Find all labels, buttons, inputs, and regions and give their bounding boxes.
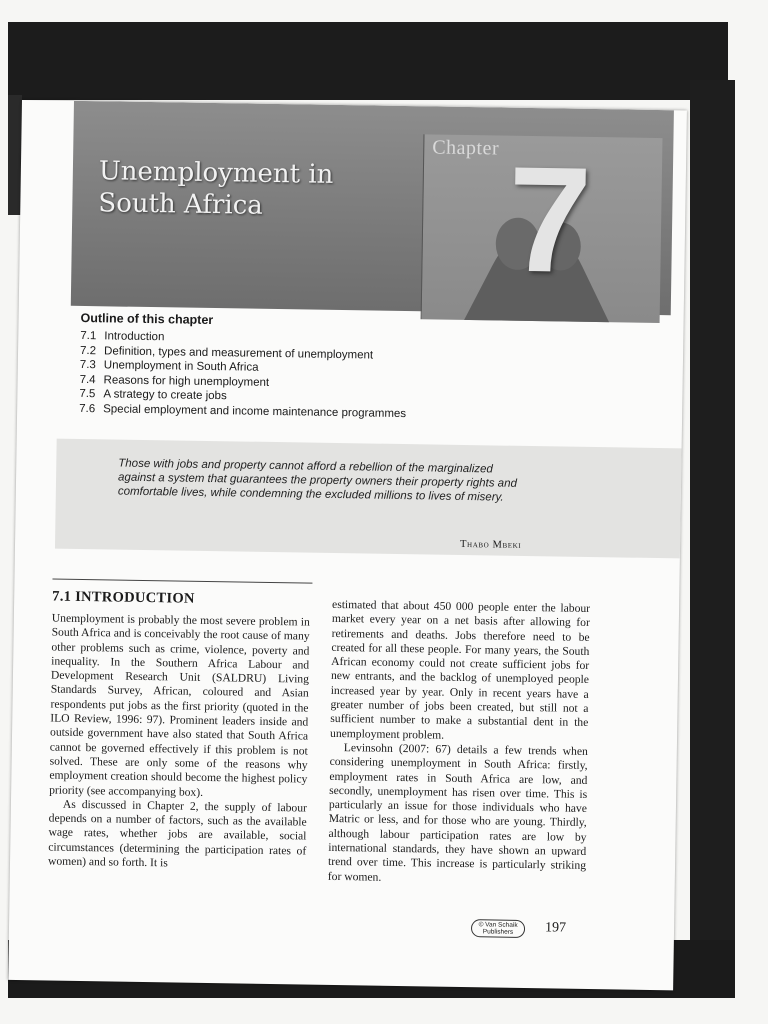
book-page	[8, 100, 687, 990]
section-heading: 7.1 INTRODUCTION	[52, 588, 195, 607]
page-number: 197	[544, 920, 567, 936]
outline-item: 7.5 A strategy to create jobs	[79, 387, 227, 403]
outline-item: 7.4 Reasons for high unemployment	[79, 373, 270, 389]
paragraph: As discussed in Chapter 2, the supply of labour depends on a number of factors, such as the available wage rates, whether jobs are available, social circumstances (determining the participation rates of women) and so forth. It is	[47, 797, 308, 870]
chapter-title-line2: South Africa	[98, 188, 264, 221]
chapter-outline	[79, 311, 601, 424]
epigraph-author: Thabo Mbeki	[459, 538, 522, 551]
text-column-right	[328, 598, 590, 888]
paragraph: Levinsohn (2007: 67) details a few trends when considering unemployment in South Africa: firstly, employment rates in South Africa are low, and secondly, unemployment has risen over time. This is particularly an issue for those individuals who have Matric or less, and for those who are young. Thirdly, although labour participation rates are low by international standards, they have shown an upward trend over time. This increase is particularly striking for women.	[327, 741, 588, 884]
publisher-logo: © Van Schaik Publishers	[471, 919, 525, 938]
paragraph: estimated that about 450 000 people enter the labour market every year on a net basis after allowing for retirements and deaths. Jobs therefore need to be created for all these people. For many years, the South African economy could not create sufficient jobs for new entrants, and the backlog of unemployed people increased year by year. Only in recent years have a greater number of jobs been created, but still not a sufficient number to make a substantial dent in the unemployment problem.	[329, 597, 591, 742]
paragraph: Unemployment is probably the most severe problem in South Africa and is conceivably the root cause of many other problems such as crime, violence, poverty and inequality. In the Southern Africa Labour and Development Research Unit (SALDRU) Living Standards Survey, African, coloured and Asian respondents put jobs as the first priority (quoted in the ILO Review, 1996: 97). Prominent leaders inside and outside government have also stated that South Africa cannot be governed effectively if this problem is not solved. These are only some of the reasons why employment creation should become the highest policy priority (see accompanying box).	[49, 611, 310, 799]
outline-item: 7.6 Special employment and income maintenance programmes	[79, 402, 407, 420]
chapter-number: 7	[506, 134, 593, 304]
chapter-title	[98, 155, 334, 223]
epigraph-quote: Those with jobs and property cannot afford a rebellion of the marginalized against a system that guarantees the property owners their property rights and comfortable lives, while condemning the excluded millions to lives of misery.	[117, 457, 518, 504]
chapter-artwork	[421, 134, 663, 323]
text-column-left	[48, 612, 310, 873]
outline-item: 7.1 Introduction	[80, 329, 165, 344]
outline-heading: Outline of this chapter	[80, 310, 214, 328]
section-rule	[52, 579, 312, 584]
chapter-label: Chapter	[432, 136, 500, 160]
scan-shadow-top	[8, 22, 728, 100]
scan-shadow-right	[690, 80, 735, 995]
outline-item: 7.2 Definition, types and measurement of unemployment	[79, 344, 374, 362]
chapter-title-line1: Unemployment in	[98, 156, 334, 190]
outline-item: 7.3 Unemployment in South Africa	[79, 358, 259, 374]
